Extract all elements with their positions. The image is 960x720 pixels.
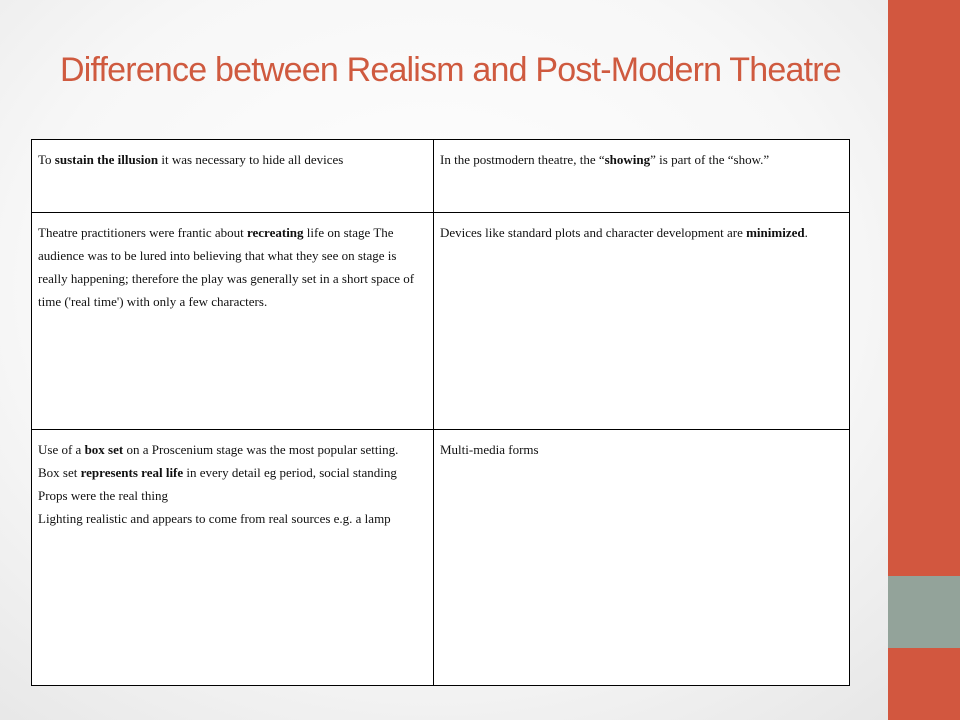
- cell-text: Box set: [38, 465, 81, 480]
- cell-text: Devices like standard plots and character development are: [440, 225, 747, 240]
- cell-text: in every detail eg period, social standing: [183, 465, 397, 480]
- slide-title: Difference between Realism and Post-Modern Theatre: [60, 51, 841, 89]
- table-row: [32, 140, 850, 213]
- cell-bold-text: sustain the illusion: [54, 152, 159, 167]
- cell-text: on a Proscenium stage was the most popular setting.: [123, 442, 399, 457]
- cell-text: Use of a: [38, 442, 85, 457]
- table-row: [32, 213, 850, 430]
- cell-text: Theatre practitioners were frantic about: [38, 225, 247, 240]
- cell-bold-text: recreating: [246, 225, 304, 240]
- cell-text: To: [38, 152, 55, 167]
- postmodern-cell: [434, 140, 850, 213]
- postmodern-cell: [434, 430, 850, 686]
- realism-cell: [32, 213, 434, 430]
- accent-bar-middle: [888, 576, 960, 648]
- cell-line: Props were the real thing: [38, 488, 168, 503]
- cell-line: [38, 461, 427, 484]
- postmodern-cell: [434, 213, 850, 430]
- cell-bold-text: minimized: [746, 225, 805, 240]
- cell-text: .: [804, 225, 808, 240]
- cell-text: it was necessary to hide all devices: [158, 152, 344, 167]
- accent-bar-top: [888, 0, 960, 576]
- table-row: [32, 430, 850, 686]
- cell-line: [38, 438, 427, 461]
- cell-bold-text: box set: [84, 442, 124, 457]
- cell-text: Multi-media forms: [440, 442, 539, 457]
- cell-bold-text: represents real life: [80, 465, 184, 480]
- realism-cell: [32, 430, 434, 686]
- cell-text: life on stage The audience was to be lured into believing that what they see on stage is really happening; therefore the play was generally set in a short space of time ('real time') with only a few characters.: [38, 225, 415, 309]
- comparison-table: [31, 139, 850, 686]
- cell-bold-text: showing: [604, 152, 651, 167]
- cell-text: ” is part of the “show.”: [650, 152, 770, 167]
- cell-line: Lighting realistic and appears to come from real sources e.g. a lamp: [38, 511, 391, 526]
- accent-bar-bottom: [888, 648, 960, 720]
- realism-cell: [32, 140, 434, 213]
- cell-text: In the postmodern theatre, the “: [440, 152, 605, 167]
